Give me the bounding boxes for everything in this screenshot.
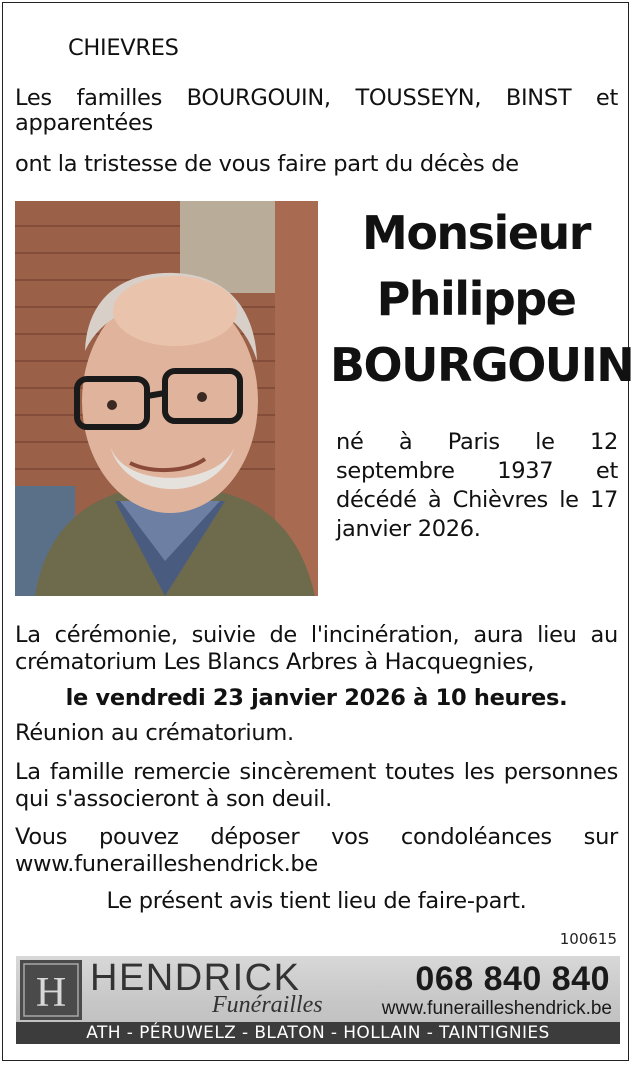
deceased-title: Monsieur bbox=[362, 206, 590, 260]
phone-number: 068 840 840 bbox=[415, 960, 610, 998]
reference-number: 100615 bbox=[559, 930, 617, 948]
website-link[interactable]: www.funerailleshendrick.be bbox=[381, 998, 612, 1019]
announcement-line: ont la tristesse de vous faire part du décès de bbox=[15, 151, 519, 177]
ceremony-date: le vendredi 23 janvier 2026 à 10 heures. bbox=[65, 685, 568, 711]
funeral-home-banner bbox=[16, 956, 620, 1044]
deceased-last-name: BOURGOUIN bbox=[330, 338, 633, 392]
company-name: HENDRICK bbox=[90, 957, 301, 999]
deceased-first-name: Philippe bbox=[376, 272, 576, 326]
company-subtitle: Funérailles bbox=[212, 992, 323, 1018]
svg-text:H: H bbox=[35, 970, 67, 1016]
condolences-line: Vous pouvez déposer vos condoléances sur www.funerailleshendrick.be bbox=[15, 824, 618, 877]
birth-death-details: né à Paris le 12 septembre 1937 et décédé à Chièvres le 17 janvier 2026. bbox=[336, 429, 618, 542]
hendrick-logo bbox=[20, 960, 82, 1020]
families-line: Les familles BOURGOUIN, TOUSSEYN, BINST et apparentées bbox=[15, 85, 618, 136]
towns-bar: ATH - PÉRUWELZ - BLATON - HOLLAIN - TAINTIGNIES bbox=[16, 1022, 620, 1044]
portrait-photo bbox=[15, 201, 318, 596]
thanks-line: La famille remercie sincèrement toutes les personnes qui s'associeront à son deuil. bbox=[15, 759, 618, 812]
location-label: CHIEVRES bbox=[68, 35, 179, 61]
meeting-line: Réunion au crématorium. bbox=[15, 720, 294, 746]
ceremony-text: La cérémonie, suivie de l'incinération, aura lieu au crématorium Les Blancs Arbres à Hacquegnies, bbox=[15, 622, 618, 675]
notice-line: Le présent avis tient lieu de faire-part. bbox=[106, 888, 527, 914]
